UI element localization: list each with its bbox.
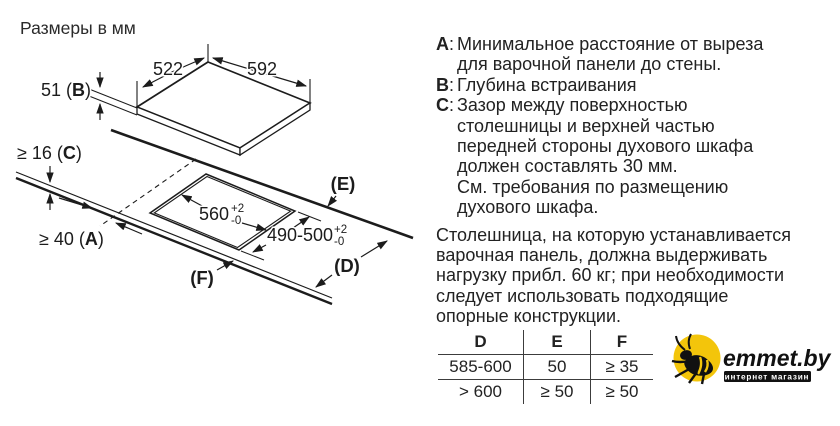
table-cell: 585-600: [438, 355, 523, 380]
table-cell: ≥ 35: [590, 355, 653, 380]
label-f: (F): [190, 267, 214, 288]
legend-item-c-cont: См. требования по размещению: [457, 176, 729, 197]
dim-522-label: 522: [152, 59, 184, 79]
dim-a-label: ≥ 40 (A): [39, 229, 104, 249]
page-title: Размеры в мм: [20, 18, 136, 38]
dim-560-label: 560: [199, 204, 230, 224]
legend-item-a: A: Минимальное расстояние от выреза: [436, 34, 764, 54]
countertop-load-note: Столешница, на которую устанавливается варочная панель, должна выдерживать нагрузку прибл. 60 кг; при необходимости следует использовать подходящие опорные конструкции.: [436, 224, 792, 327]
dim-490-label: 490-500: [267, 225, 334, 245]
legend-item-c-cont: духового шкафа.: [457, 197, 599, 218]
legend-item-c-cont: должен составлять 30 мм.: [457, 156, 678, 177]
dim-560-tol-up: +2: [231, 203, 245, 215]
def-dimensions-table: [438, 330, 653, 404]
label-e-arrow: [328, 196, 336, 206]
dim-c-label: ≥ 16 (C): [17, 143, 82, 163]
legend-item-c-cont: столешницы и верхней частью: [457, 115, 715, 136]
dim-560-tol-dn: -0: [231, 215, 242, 227]
dim-490-arrow-down: [253, 245, 266, 252]
cutout-ext-line-bottom: [241, 251, 264, 260]
legend-item-a-cont: для варочной панели до стены.: [457, 54, 722, 75]
table-header-e: E: [523, 330, 590, 355]
table-cell: 50: [523, 355, 590, 380]
ant-icon: [672, 334, 721, 384]
dim-a-arrow-right: [59, 198, 92, 208]
table-header-d: D: [438, 330, 523, 355]
table-cell: > 600: [458, 382, 502, 401]
dim-592-label: 592: [246, 59, 278, 79]
cutout-ext-line-right: [298, 212, 321, 221]
label-e: (E): [330, 173, 356, 194]
label-d-arrow-down: [316, 275, 332, 287]
legend-item-b: B: Глубина встраивания: [436, 74, 637, 95]
label-d-arrow-up: [361, 241, 387, 257]
table-cell: ≥ 50: [590, 380, 653, 404]
table-cell: ≥ 50: [523, 380, 590, 404]
legend-item-c-cont: передней стороны духового шкафа: [457, 136, 754, 157]
dim-490-tol-up: +2: [334, 224, 348, 236]
legend-item-c: C: Зазор между поверхностью: [436, 95, 688, 116]
dim-b-label: 51 (B): [40, 80, 91, 100]
label-d: (D): [334, 255, 360, 276]
table-header-f: F: [590, 330, 653, 355]
emmet-logo: [664, 330, 839, 415]
legend-text-block: [436, 34, 791, 327]
dim-490-tol-dn: -0: [334, 236, 345, 248]
brand-tagline: интернет магазин: [724, 372, 810, 382]
installation-dimensions-diagram: [0, 0, 420, 320]
brand-name: emmet.by: [723, 345, 831, 371]
dim-a-arrow-left: [116, 223, 142, 234]
